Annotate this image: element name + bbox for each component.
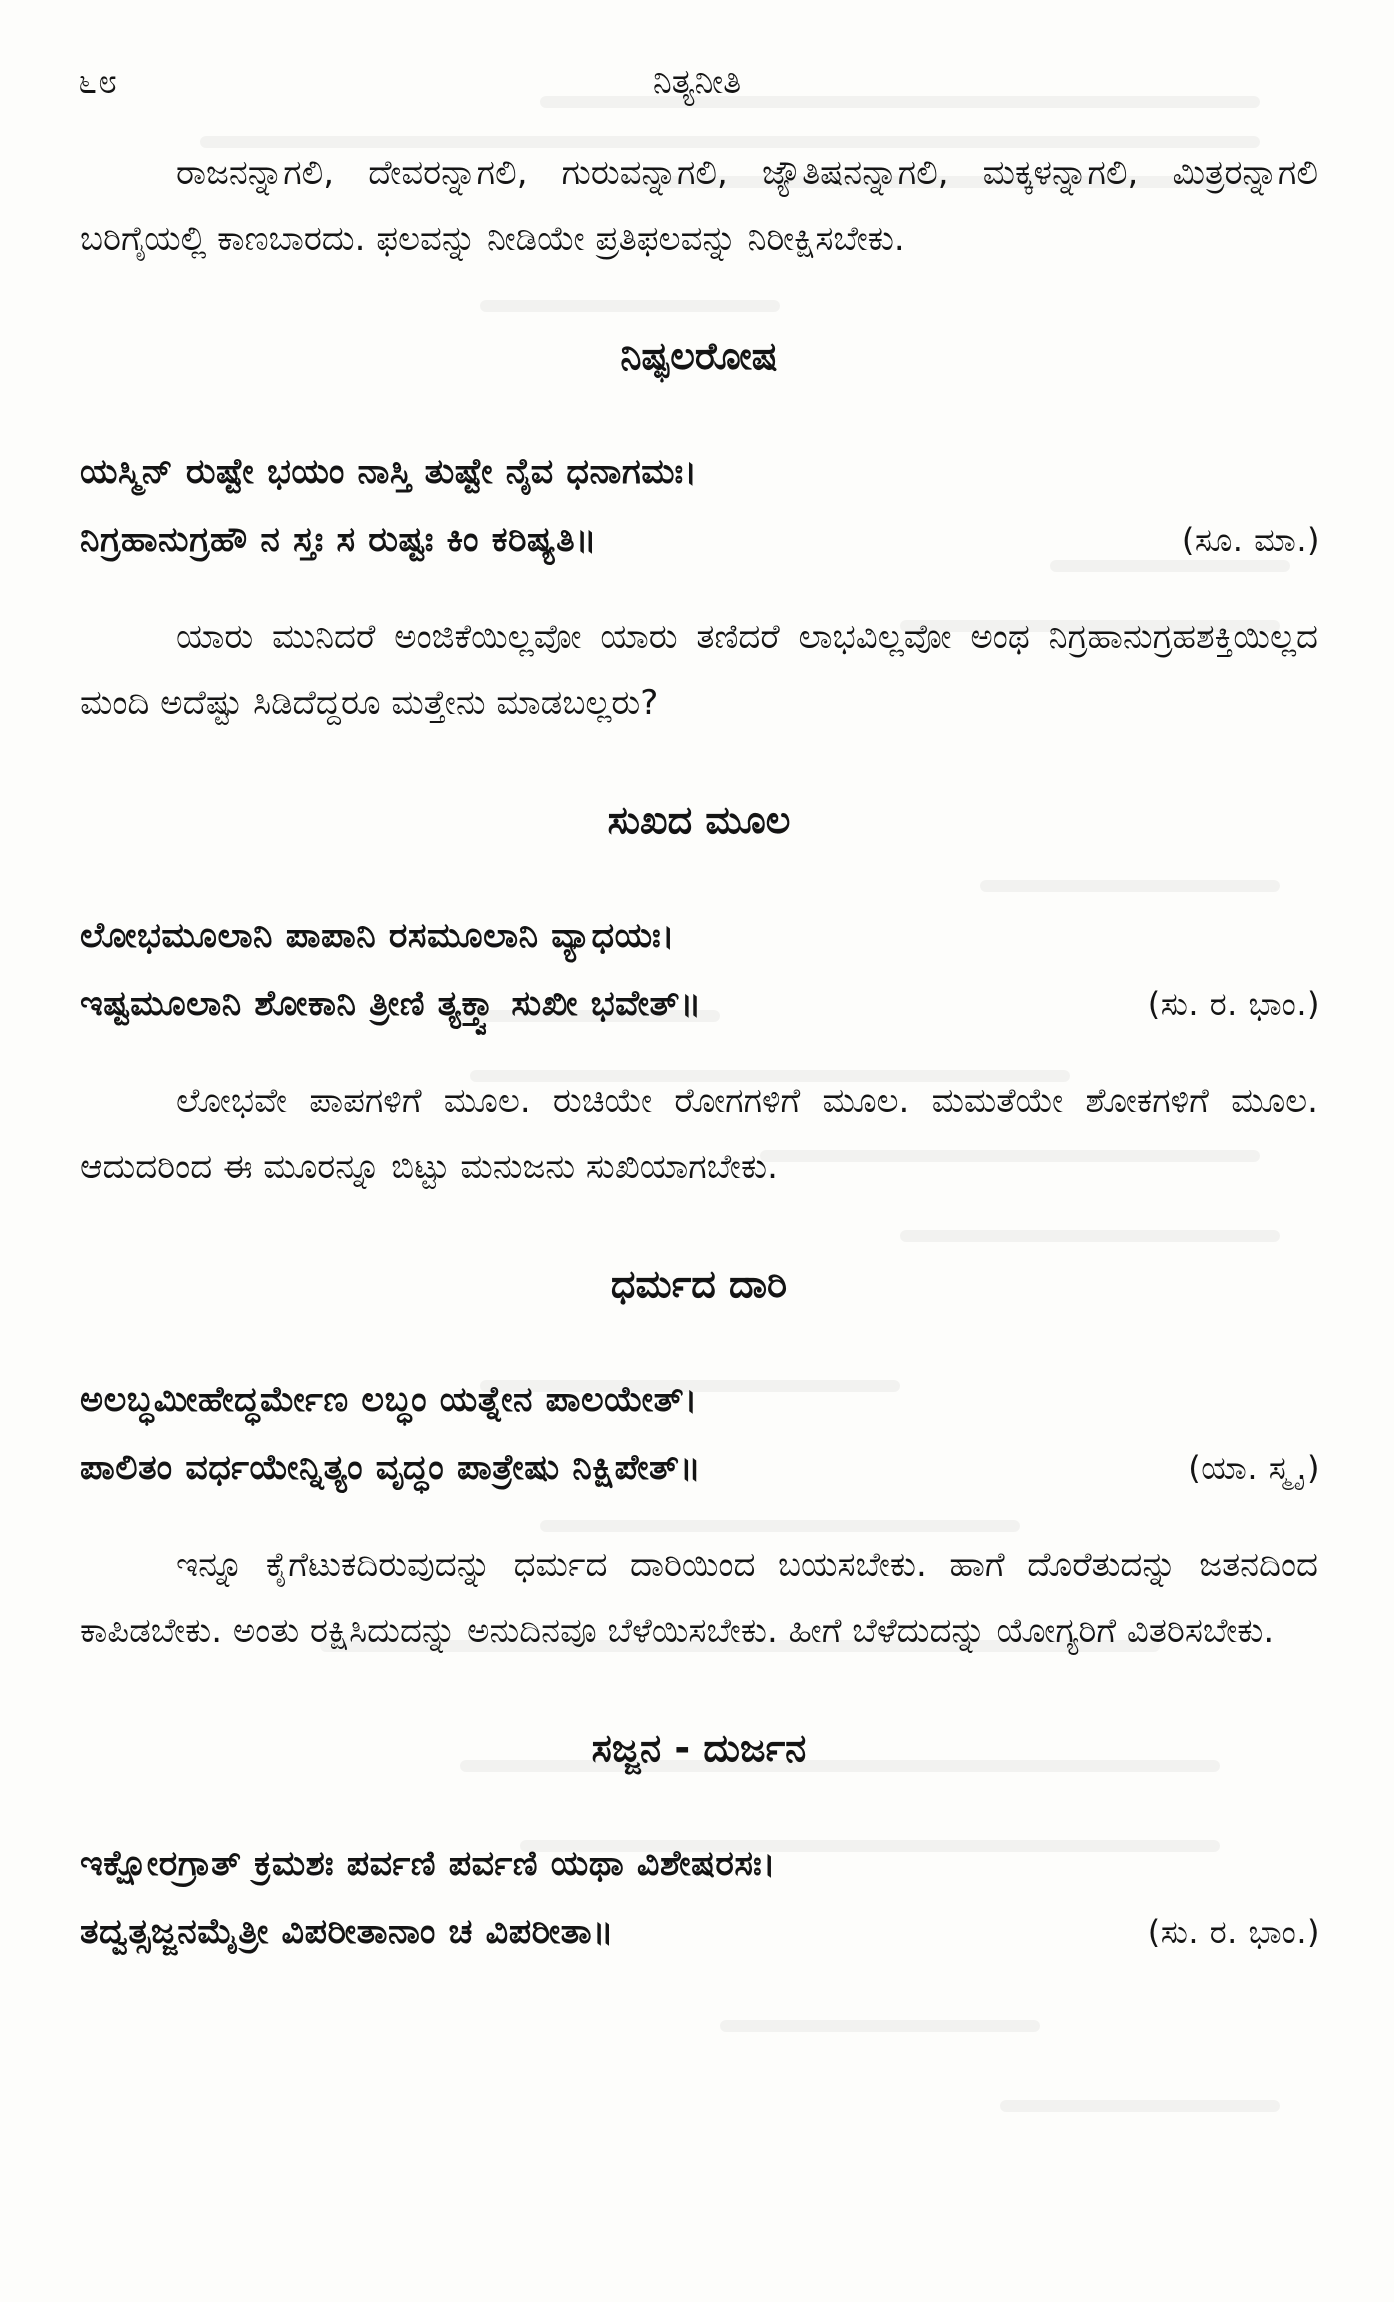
verse-line-1: ಅಲಬ್ಧಮೀಹೇದ್ಧರ್ಮೇಣ ಲಬ್ಧಂ ಯತ್ನೇನ ಪಾಲಯೇತ್। xyxy=(80,1380,698,1420)
explanation-paragraph: ಲೋಭವೇ ಪಾಪಗಳಿಗೆ ಮೂಲ. ರುಚಿಯೇ ರೋಗಗಳಿಗೆ ಮೂಲ. ಮಮತೆಯೇ ಶೋಕಗಳಿಗೆ ಮೂಲ. ಆದುದರಿಂದ ಈ ಮೂರನ್ನೂ ಬಿಟ್ಟು ಮನುಜನು ಸುಖಿಯಾಗಬೇಕು. xyxy=(80,1081,1318,1187)
verse-line-2 xyxy=(80,506,1318,574)
page-header xyxy=(78,62,1316,112)
explanation-paragraph: ಯಾರು ಮುನಿದರೆ ಅಂಜಿಕೆಯಿಲ್ಲವೋ ಯಾರು ತಣಿದರೆ ಲಾಭವಿಲ್ಲವೋ ಅಂಥ ನಿಗ್ರಹಾನುಗ್ರಹಶಕ್ತಿಯಿಲ್ಲದ ಮಂದಿ ಅದೆಷ್ಟು ಸಿಡಿದೆದ್ದರೂ ಮತ್ತೇನು ಮಾಡಬಲ್ಲರು? xyxy=(80,617,1318,723)
page-content xyxy=(80,140,1318,1996)
verse-source: (ಸೂ. ಮಾ.) xyxy=(1181,521,1320,559)
verse-source: (ಸು. ರ. ಭಾಂ.) xyxy=(1147,985,1320,1023)
running-title: ನಿತ್ಯನೀತಿ xyxy=(652,62,742,102)
section-sukhada-moola xyxy=(80,790,1318,1200)
verse-line-text: ಇಷ್ಟಮೂಲಾನಿ ಶೋಕಾನಿ ತ್ರೀಣಿ ತ್ಯಕ್ತ್ವಾ ಸುಖೀ ಭವೇತ್॥ xyxy=(80,984,702,1024)
intro-paragraph: ರಾಜನನ್ನಾಗಲಿ, ದೇವರನ್ನಾಗಲಿ, ಗುರುವನ್ನಾಗಲಿ, ಜ್ಯೌತಿಷನನ್ನಾಗಲಿ, ಮಕ್ಕಳನ್ನಾಗಲಿ, ಮಿತ್ರರನ್ನಾಗಲಿ ಬರಿಗೈಯಲ್ಲಿ ಕಾಣಬಾರದು. ಫಲವನ್ನು ನೀಡಿಯೇ ಪ್ರತಿಫಲವನ್ನು ನಿರೀಕ್ಷಿಸಬೇಕು. xyxy=(80,153,1318,259)
verse-line-1: ಇಕ್ಷೋರಗ್ರಾತ್ ಕ್ರಮಶಃ ಪರ್ವಣಿ ಪರ್ವಣಿ ಯಥಾ ವಿಶೇಷರಸಃ। xyxy=(80,1844,777,1884)
verse-line-2 xyxy=(80,970,1318,1038)
verse-line-1: ಲೋಭಮೂಲಾನಿ ಪಾಪಾನಿ ರಸಮೂಲಾನಿ ವ್ಯಾಧಯಃ। xyxy=(80,916,676,956)
sanskrit-verse xyxy=(80,438,1318,574)
section-title: ಸಜ್ಜನ - ದುರ್ಜನ xyxy=(591,1726,807,1770)
verse-line-2 xyxy=(80,1434,1318,1502)
sanskrit-verse xyxy=(80,1830,1318,1966)
verse-line-2 xyxy=(80,1898,1318,1966)
section-dharmada-daari xyxy=(80,1254,1318,1664)
section-nishphalarosha xyxy=(80,326,1318,736)
verse-line-text: ಪಾಲಿತಂ ವರ್ಧಯೇನ್ನಿತ್ಯಂ ವೃದ್ಧಂ ಪಾತ್ರೇಷು ನಿಕ್ಷಿಪೇತ್॥ xyxy=(80,1448,702,1488)
verse-source: (ಸು. ರ. ಭಾಂ.) xyxy=(1147,1913,1320,1951)
verse-line-text: ತದ್ವತ್ಸಜ್ಜನಮೈತ್ರೀ ವಿಪರೀತಾನಾಂ ಚ ವಿಪರೀತಾ॥ xyxy=(80,1912,614,1952)
sanskrit-verse xyxy=(80,902,1318,1038)
section-title: ಧರ್ಮದ ದಾರಿ xyxy=(610,1262,788,1306)
verse-line-1: ಯಸ್ಮಿನ್ ರುಷ್ಟೇ ಭಯಂ ನಾಸ್ತಿ ತುಷ್ಟೇ ನೈವ ಧನಾಗಮಃ। xyxy=(80,452,698,492)
section-sajjana-durjana xyxy=(80,1718,1318,1966)
section-title: ಸುಖದ ಮೂಲ xyxy=(607,798,791,842)
sanskrit-verse xyxy=(80,1366,1318,1502)
verse-line-text: ನಿಗ್ರಹಾನುಗ್ರಹೌ ನ ಸ್ತಃ ಸ ರುಷ್ಟಃ ಕಿಂ ಕರಿಷ್ಯತಿ॥ xyxy=(80,520,598,560)
verse-source: (ಯಾ. ಸ್ಮೃ.) xyxy=(1188,1449,1320,1487)
page-number: ೬೮ xyxy=(78,62,119,102)
explanation-paragraph: ಇನ್ನೂ ಕೈಗೆಟುಕದಿರುವುದನ್ನು ಧರ್ಮದ ದಾರಿಯಿಂದ ಬಯಸಬೇಕು. ಹಾಗೆ ದೊರೆತುದನ್ನು ಜತನದಿಂದ ಕಾಪಿಡಬೇಕು. ಅಂತು ರಕ್ಷಿಸಿದುದನ್ನು ಅನುದಿನವೂ ಬೆಳೆಯಿಸಬೇಕು. ಹೀಗೆ ಬೆಳೆದುದನ್ನು ಯೋಗ್ಯರಿಗೆ ವಿತರಿಸಬೇಕು. xyxy=(80,1545,1318,1651)
section-title: ನಿಷ್ಫಲರೋಷ xyxy=(620,334,778,378)
